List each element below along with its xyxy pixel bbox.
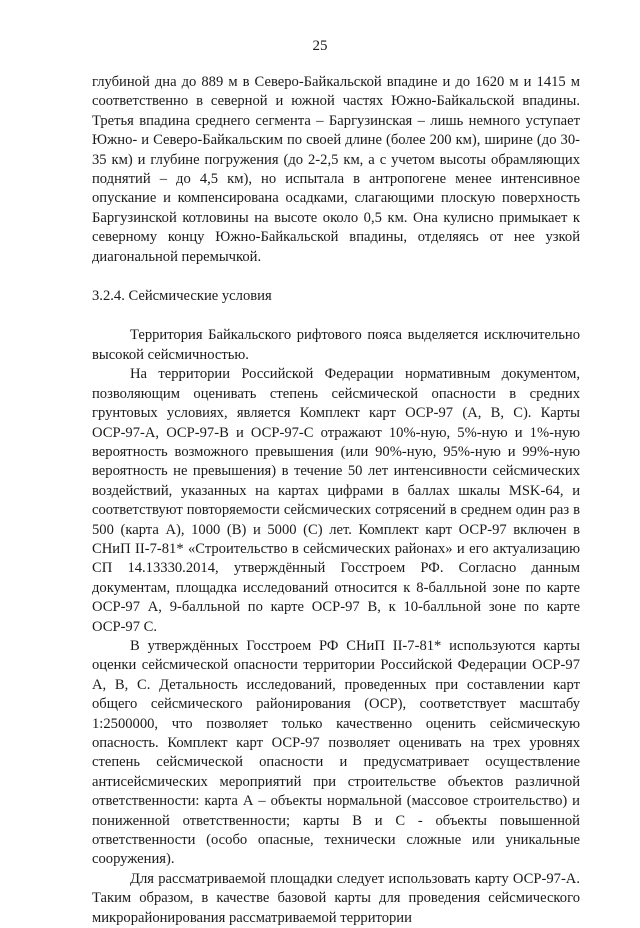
- paragraph-snip-usage: В утверждённых Госстроем РФ СНиП II-7-81* используются карты оценки сейсмической опасности территории Российской Федерации ОСР-97 А, В, С. Детальность исследований, проведенных при составлении карт общего сейсмического районирования (ОСР), соответствует масштабу 1:2500000, что позволяет только качественно оценить сейсмическую опасность. Комплект карт ОСР-97 позволяет оценивать на трех уровнях степень сейсмической опасности и предусматривает осуществление антисейсмических мероприятий при строительстве объектов различной ответственности: карта А – объекты нормальной (массовое строительство) и пониженной ответственности; карты В и С - объекты повышенной ответственности (особо опасные, технически сложные или уникальные сооружения).: [92, 637, 580, 868]
- paragraph-osr97-maps: На территории Российской Федерации нормативным документом, позволяющим оценивать степень сейсмической опасности в средних грунтовых условиях, является Комплект карт ОСР-97 (А, В, С). Карты ОСР-97-А, ОСР-97-В и ОСР-97-С отражают 10%-ную, 5%-ную и 1%-ную вероятность возможного превышения (или 90%-ную, 95%-ную и 99%-ную вероятность не превышения) в течение 50 лет интенсивности сейсмических воздействий, указанных на картах цифрами в баллах шкалы MSK-64, и соответствуют повторяемости сейсмических сотрясений в среднем один раз в 500 (карта А), 1000 (В) и 5000 (С) лет. Комплект карт ОСР-97 включен в СНиП II-7-81* «Строительство в сейсмических районах» и его актуализацию СП 14.13330.2014, утверждённый Госстроем РФ. Согласно данным документам, площадка исследований относится к 8-балльной зоне по карте ОСР-97 А, 9-балльной по карте ОСР-97 В, к 10-балльной зоне по карте ОСР-97 С.: [92, 366, 580, 635]
- paragraph-basin-depths: глубиной дна до 889 м в Северо-Байкальской впадине и до 1620 м и 1415 м соответственно в северной и южной частях Южно-Байкальской впадины. Третья впадина среднего сегмента – Баргузинская – лишь немного уступает Южно- и Северо-Байкальским по своей длине (более 200 км), ширине (до 30-35 км) и глубине погружения (до 2-2,5 км, а с учетом высоты обрамляющих поднятий – до 4,5 км), но испытала в антропогене менее интенсивное опускание и компенсирована осадками, слагающими плоскую поверхность Баргузинской котловины на высоте около 0,5 км. Она кулисно примыкает к северному концу Южно-Байкальской впадины, отделяясь от нее узкой диагональной перемычкой.: [92, 74, 580, 265]
- section-heading: 3.2.4. Сейсмические условия: [92, 288, 272, 305]
- paragraph-seismicity-intro: Территория Байкальского рифтового пояса выделяется исключительно высокой сейсмичностью.: [92, 327, 580, 363]
- paragraph-site-map-choice: Для рассматриваемой площадки следует использовать карту ОСР-97-А. Таким образом, в качестве базовой карты для проведения сейсмического микрорайонирования рассматриваемой территории: [92, 870, 580, 926]
- page-number: 25: [312, 38, 328, 54]
- body-text: [92, 73, 580, 928]
